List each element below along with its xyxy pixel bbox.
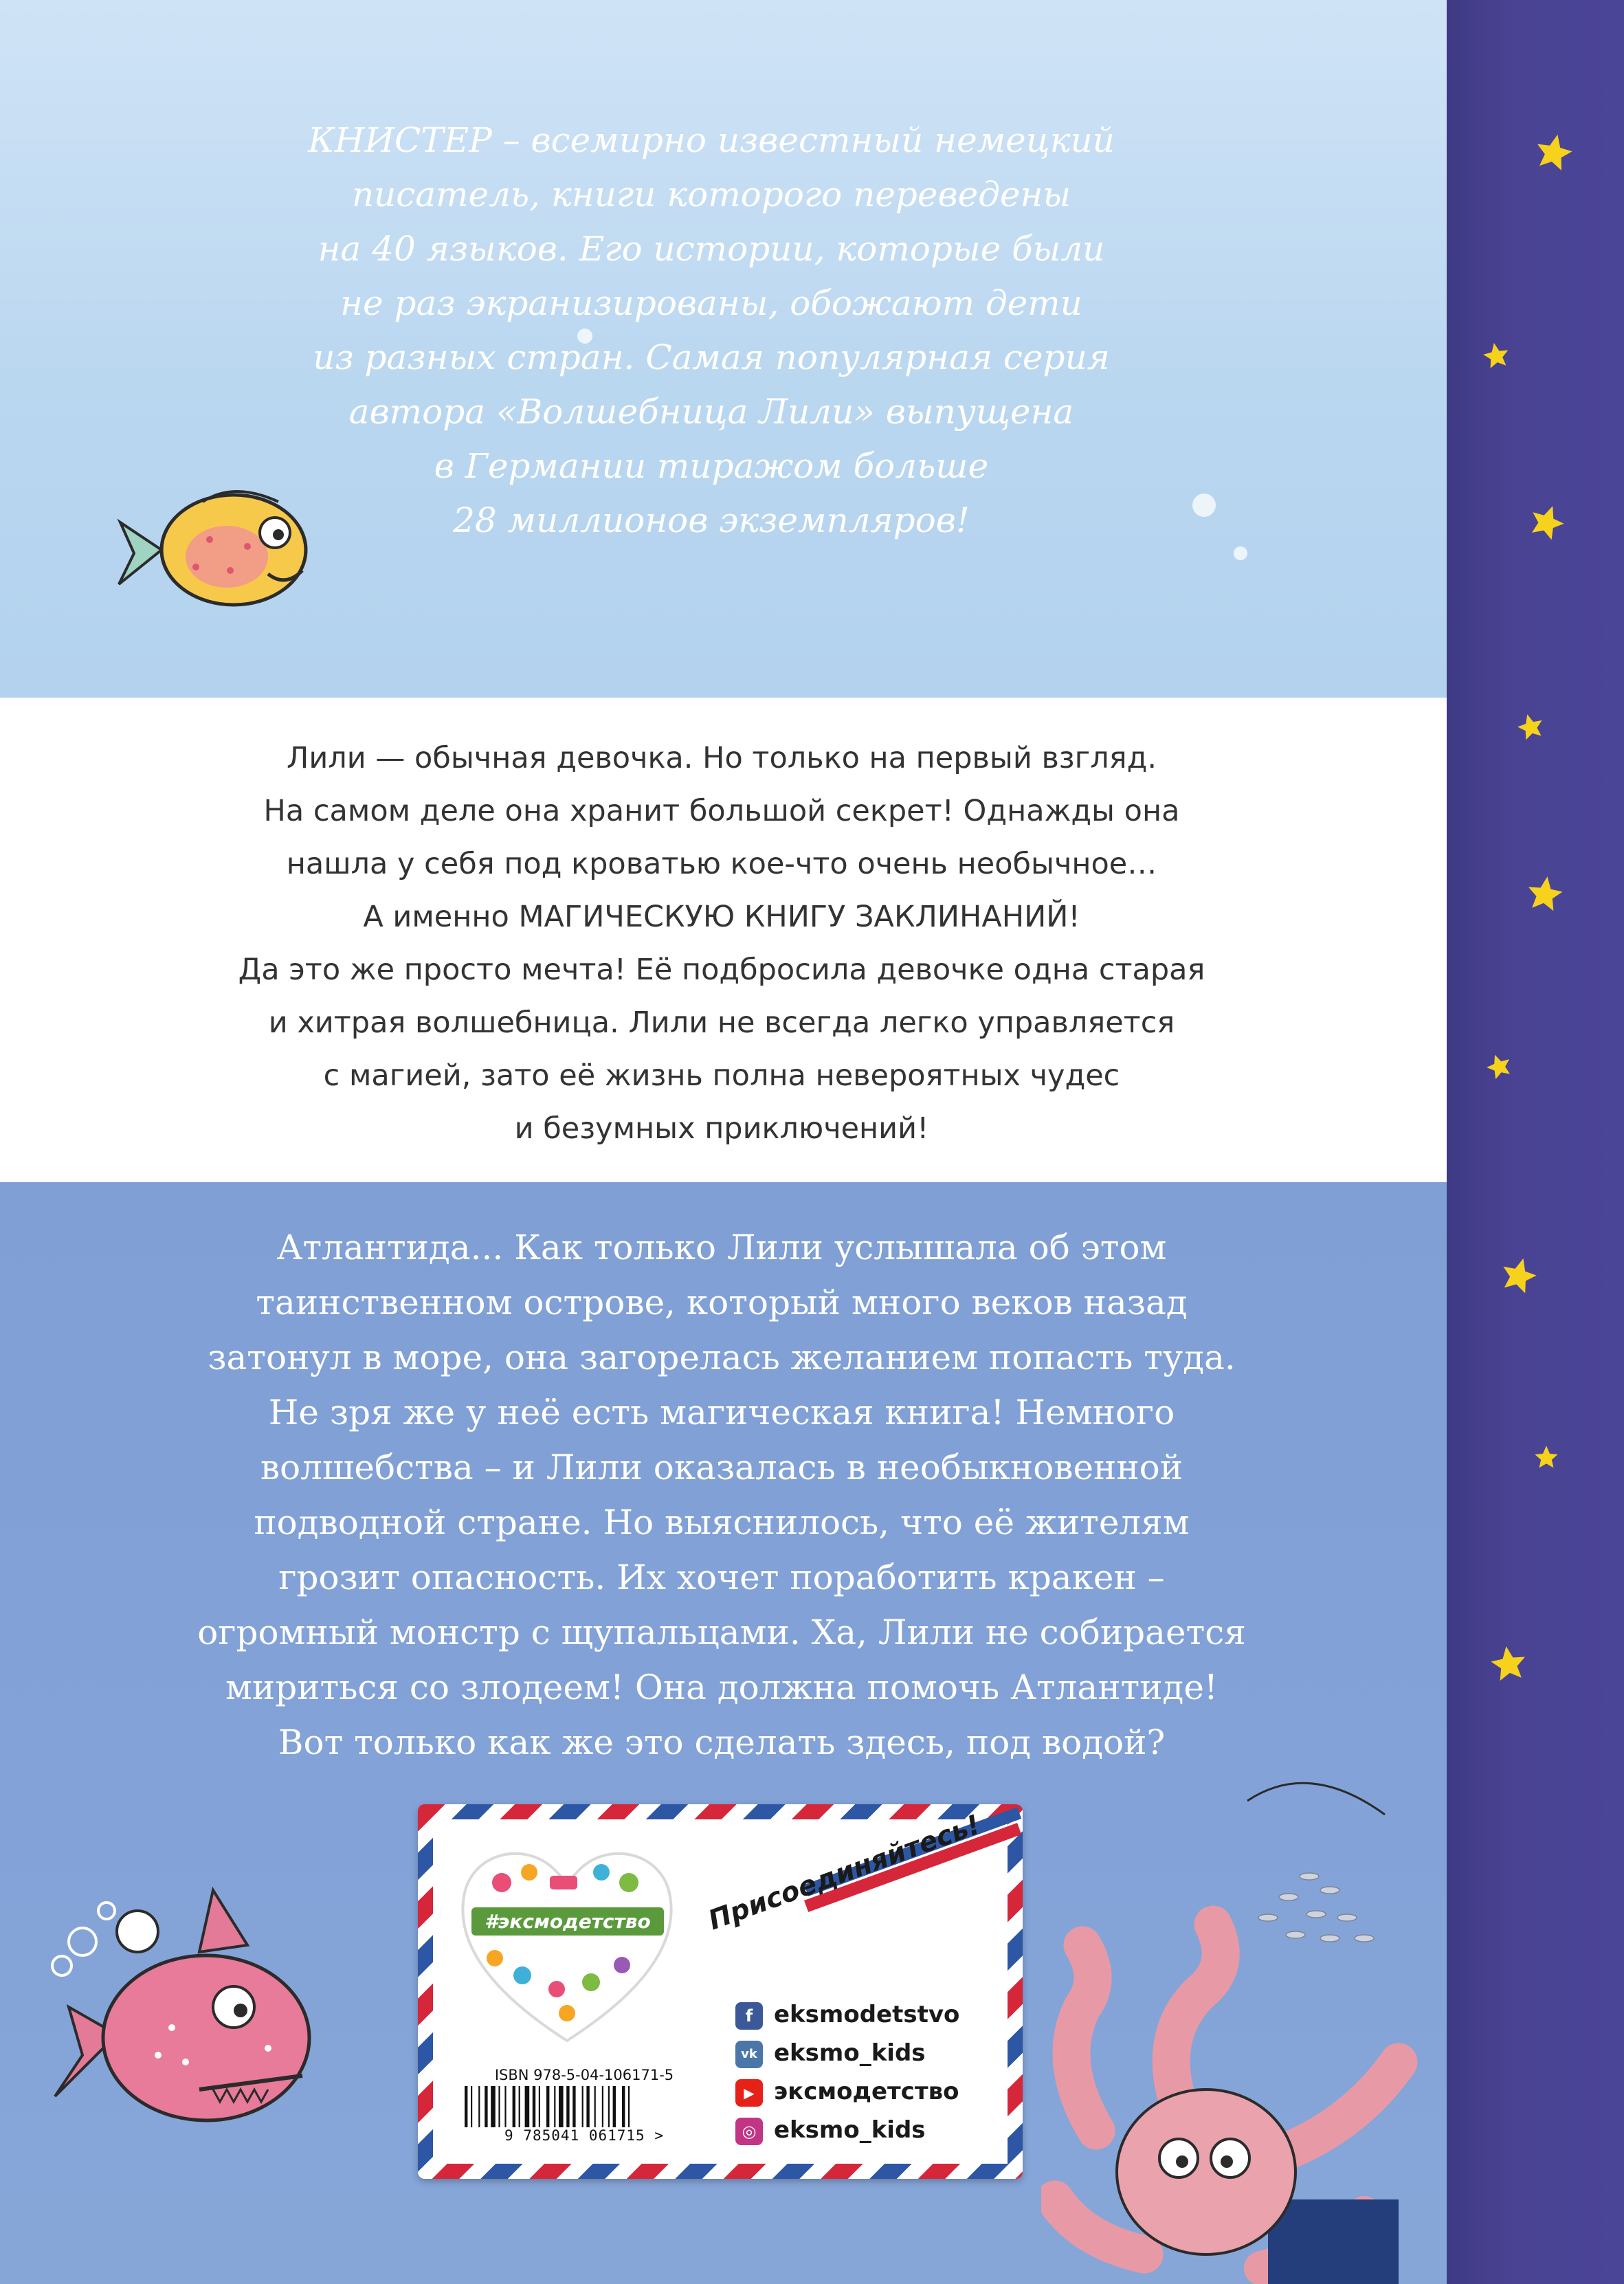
star-icon [1533, 1443, 1560, 1471]
author-blurb-line: из разных стран. Самая популярная серия [313, 337, 1110, 377]
star-icon [1481, 340, 1511, 370]
book-blurb-line: волшебства – и Лили оказалась в необыкновенной [260, 1448, 1183, 1487]
social-link-vk[interactable] [735, 2038, 1010, 2074]
heart-logo [454, 1834, 680, 2048]
hashtag-label: #эксмодетство [471, 1907, 664, 1936]
series-blurb-line: Лили — обычная девочка. Но только на первый взгляд. [286, 741, 1157, 775]
book-blurb [144, 1220, 1299, 1770]
star-icon [1515, 711, 1546, 742]
series-blurb [165, 732, 1278, 1155]
social-label: eksmodetstvo [774, 2001, 960, 2028]
author-blurb [227, 113, 1196, 548]
bubble [1234, 546, 1247, 560]
book-blurb-line: мириться со злодеем! Она должна помочь Атлантиде! [225, 1667, 1219, 1707]
youtube-icon: ▶ [735, 2079, 763, 2107]
bubble [1192, 494, 1216, 517]
book-blurb-line: огромный монстр с щупальцами. Ха, Лили не собирается [197, 1612, 1246, 1652]
social-link-instagram[interactable] [735, 2115, 1010, 2151]
star-icon [1488, 1643, 1529, 1684]
series-blurb-line: А именно МАГИЧЕСКУЮ КНИГУ ЗАКЛИНАНИЙ! [363, 900, 1080, 934]
join-label: Присоединяйтесь! [704, 1809, 985, 1937]
series-blurb-line: На самом деле она хранит большой секрет! Однажды она [263, 794, 1180, 828]
series-blurb-line: и безумных приключений! [514, 1111, 929, 1146]
star-icon [1498, 1254, 1539, 1296]
facebook-icon: f [735, 2002, 763, 2030]
series-blurb-line: с магией, зато её жизнь полна невероятных чудес [323, 1058, 1120, 1093]
book-blurb-line: затонул в море, она загорелась желанием попасть туда. [208, 1338, 1236, 1377]
yellow-fish-illustration [113, 474, 320, 619]
series-blurb-line: нашла у себя под кроватью кое-что очень необычное… [286, 847, 1157, 881]
author-blurb-line: автора «Волшебница Лили» выпущена [348, 392, 1074, 432]
pink-piranha-illustration [41, 1870, 330, 2158]
book-blurb-line: Вот только как же это сделать здесь, под водой? [278, 1722, 1166, 1762]
social-label: eksmo_kids [774, 2116, 926, 2144]
author-blurb-line: на 40 языков. Его истории, которые были [318, 229, 1105, 269]
social-link-youtube[interactable] [735, 2076, 1010, 2112]
barcode-image [460, 2086, 708, 2127]
social-link-facebook[interactable] [735, 1999, 1010, 2035]
vk-icon: vk [735, 2041, 763, 2068]
author-blurb-line: в Германии тиражом больше [434, 446, 989, 486]
author-blurb-line: КНИСТЕР – всемирно известный немецкий [308, 120, 1115, 160]
author-blurb-line: 28 миллионов экземпляров! [453, 500, 970, 540]
star-icon [1533, 131, 1575, 173]
social-label: eksmo_kids [774, 2039, 926, 2067]
star-icon [1524, 873, 1566, 914]
author-blurb-line: писатель, книги которого переведены [351, 175, 1071, 214]
instagram-icon: ◎ [735, 2118, 763, 2145]
star-icon [1527, 502, 1567, 542]
book-blurb-line: грозит опасность. Их хочет поработить кракен – [278, 1557, 1165, 1597]
book-blurb-line: подводной стране. Но выяснилось, что её жителям [254, 1503, 1190, 1542]
book-blurb-line: Атлантида... Как только Лили услышала об этом [276, 1228, 1167, 1267]
octopus-illustration [1041, 1718, 1447, 2284]
book-blurb-line: таинственном острове, который много веков назад [256, 1283, 1188, 1322]
social-postcard [418, 1804, 1023, 2179]
series-blurb-line: и хитрая волшебница. Лили не всегда легко управляется [268, 1006, 1175, 1040]
postcard-body [433, 1809, 1008, 2164]
isbn-text: ISBN 978-5-04-106171-5 [494, 2067, 674, 2083]
series-blurb-line: Да это же просто мечта! Её подбросила девочке одна старая [238, 953, 1205, 987]
isbn-barcode [460, 2067, 708, 2142]
author-blurb-line: не раз экранизированы, обожают дети [340, 283, 1082, 323]
cover-spine [1447, 0, 1624, 2284]
social-label: эксмодетство [774, 2078, 959, 2105]
star-icon [1484, 1052, 1513, 1080]
book-blurb-line: Не зря же у неё есть магическая книга! Немного [268, 1393, 1175, 1432]
barcode-number: 9 785041 061715 > [504, 2127, 664, 2144]
